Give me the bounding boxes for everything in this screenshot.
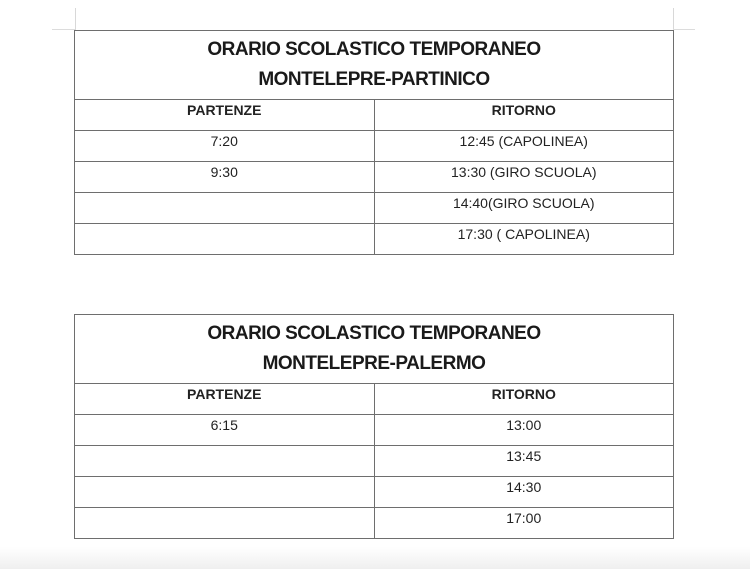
- margin-guide-left: [75, 8, 76, 30]
- cell-partenza: 9:30: [75, 162, 375, 193]
- table-row: [75, 415, 674, 446]
- table-row: [75, 224, 674, 255]
- title-row: [75, 315, 674, 384]
- timetable-palermo: [74, 314, 674, 539]
- cell-ritorno: 12:45 (CAPOLINEA): [374, 131, 674, 162]
- table-title: [75, 31, 674, 100]
- title-row: [75, 31, 674, 100]
- table-title: [75, 315, 674, 384]
- title-line-1: ORARIO SCOLASTICO TEMPORANEO: [207, 39, 541, 60]
- header-row: [75, 100, 674, 131]
- table-row: [75, 193, 674, 224]
- cell-partenza: [75, 224, 375, 255]
- cell-ritorno: 17:30 ( CAPOLINEA): [374, 224, 674, 255]
- cell-partenza: [75, 508, 375, 539]
- cell-partenza: [75, 477, 375, 508]
- cell-ritorno: 13:45: [374, 446, 674, 477]
- cell-partenza: 6:15: [75, 415, 375, 446]
- cell-ritorno: 17:00: [374, 508, 674, 539]
- cell-partenza: 7:20: [75, 131, 375, 162]
- header-partenze: PARTENZE: [75, 384, 375, 415]
- timetable-partinico: [74, 30, 674, 255]
- cell-ritorno: 14:40(GIRO SCUOLA): [374, 193, 674, 224]
- header-ritorno: RITORNO: [374, 100, 674, 131]
- cell-partenza: [75, 446, 375, 477]
- cell-partenza: [75, 193, 375, 224]
- table-row: [75, 508, 674, 539]
- table-row: [75, 446, 674, 477]
- title-line-2: MONTELEPRE-PALERMO: [262, 353, 486, 374]
- margin-guide-top-right: [673, 29, 695, 30]
- margin-guide-right: [673, 8, 674, 30]
- cell-ritorno: 14:30: [374, 477, 674, 508]
- page-bottom-shade: [0, 547, 750, 569]
- title-line-2: MONTELEPRE-PARTINICO: [258, 69, 490, 90]
- margin-guide-top-left: [52, 29, 75, 30]
- cell-ritorno: 13:30 (GIRO SCUOLA): [374, 162, 674, 193]
- table-row: [75, 162, 674, 193]
- title-line-1: ORARIO SCOLASTICO TEMPORANEO: [207, 323, 541, 344]
- table-row: [75, 477, 674, 508]
- header-ritorno: RITORNO: [374, 384, 674, 415]
- table-row: [75, 131, 674, 162]
- header-row: [75, 384, 674, 415]
- cell-ritorno: 13:00: [374, 415, 674, 446]
- header-partenze: PARTENZE: [75, 100, 375, 131]
